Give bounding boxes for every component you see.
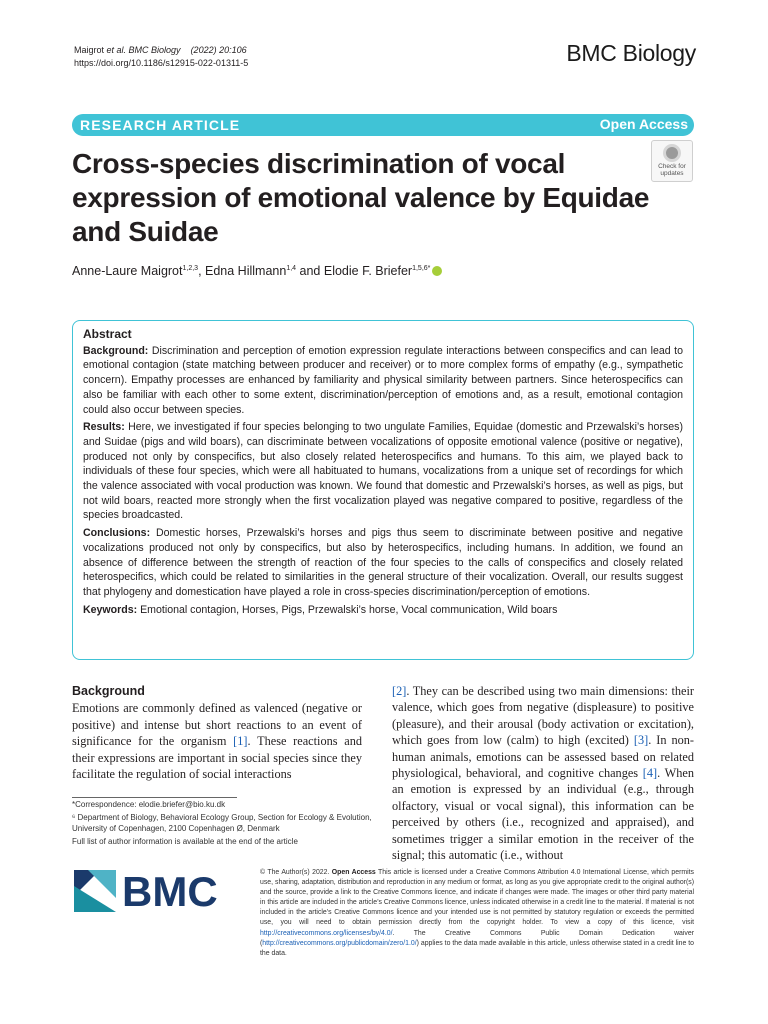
doi-link[interactable]: https://doi.org/10.1186/s12915-022-01311-5: [74, 58, 249, 68]
abstract-background: [83, 344, 683, 418]
body-paragraph: [392, 683, 694, 863]
author-separator: and: [296, 264, 324, 278]
abstract-results-label: Results:: [83, 421, 125, 434]
abstract-conclusions: [83, 526, 683, 600]
author-info-note: Full list of author information is available at the end of the article: [72, 837, 298, 846]
footnotes: [72, 799, 372, 849]
license-url-link[interactable]: http://creativecommons.org/licenses/by/4.0/: [260, 929, 393, 937]
check-for-updates-line2: updates: [660, 170, 684, 177]
author-name[interactable]: Elodie F. Briefer: [323, 264, 413, 278]
citation-authors: Maigrot: [74, 45, 107, 55]
footnote-divider: [72, 797, 237, 798]
abstract-heading: Abstract: [83, 327, 132, 341]
article-type-banner: [72, 114, 694, 136]
body-text: . In non-human animals, emotions can be assessed based on related physiological, behavioral, and cognitive changes: [392, 733, 694, 781]
body-column-right: [392, 683, 694, 863]
license-body: ) applies to the data made available in this article, unless otherwise stated in a credit line to the data.: [260, 939, 694, 957]
abstract-results-text: Here, we investigated if four species belonging to two ungulate Families, Equidae (domestic and Przewalski’s horses) and Suidae (pigs and wild boars), can discriminate between vocalizations of opposite emotional valence (positive or negative), produced not only by conspecifics, but also closely related heterospecifics and humans. To this aim, we played back to individuals of these four species, which were all habituated to humans, vocalizations from a unique set of recordings for which the valence associated with vocal production was known. We found that domestic and Przewalski’s horses, as well as pigs, but not wild boars, reacted more strongly when the first vocalization played was negative compared to positive, regardless of the species broadcasted.: [83, 421, 683, 522]
correspondence-note: *Correspondence: elodie.briefer@bio.ku.dk: [72, 800, 226, 809]
abstract-keywords-text: Emotional contagion, Horses, Pigs, Przewalski’s horse, Vocal communication, Wild boars: [137, 603, 558, 616]
abstract-keywords: [83, 603, 683, 618]
author-affiliation: 1,5,6*: [412, 265, 431, 272]
license-text: [260, 868, 694, 959]
crossmark-icon: [663, 144, 681, 162]
article-meta: [74, 44, 248, 70]
citation-link[interactable]: [4]: [642, 766, 658, 781]
abstract-results: [83, 420, 683, 523]
license-open-access: Open Access: [331, 869, 376, 876]
publicdomain-url-link[interactable]: http://creativecommons.org/publicdomain/zero/1.0/: [262, 939, 417, 947]
bmc-logo-icon: [74, 870, 116, 912]
abstract-conclusions-label: Conclusions:: [83, 527, 151, 540]
abstract-background-label: Background:: [83, 344, 149, 357]
check-for-updates-line1: Check for: [658, 163, 686, 170]
bmc-logo: [74, 870, 216, 918]
citation-link[interactable]: [2]: [392, 684, 407, 698]
body-text: Emotions are commonly defined as valenced (negative or positive) and intense but short reactions to an event of significance for the organism: [72, 701, 362, 749]
body-text: . When an emotion is expressed by an individual (e.g., through olfactory, visual or vocal signal), this information can be perceived by others (i.e., recognized and appraised), and sometimes trigger a similar emotion in the receiver of the signal; this automatic (i.e., without: [392, 766, 694, 863]
citation-journal: BMC Biology: [126, 45, 181, 55]
article-title: Cross-species discrimination of vocal expression of emotional valence by Equidae and Suidae: [72, 148, 650, 247]
citation-link[interactable]: [3]: [633, 733, 649, 748]
body-column-left: [72, 683, 362, 782]
license-body: This article is licensed under a Creative Commons Attribution 4.0 International License, which permits use, sharing, adaptation, distribution and reproduction in any medium or format, as long as you give appropriate credit to the original author(s) and the source, provide a link to the Creative Commons licence, and indicate if changes were made. The images or other third party material in this article are included in the article’s Creative Commons licence, unless indicated otherwise in a credit line to the material. If material is not included in the article’s Creative Commons licence and your intended use is not permitted by statutory regulation or exceeds the permitted use, you will need to obtain permission directly from the copyright holder. To view a copy of this licence, visit: [260, 869, 694, 927]
journal-brand: BMC Biology: [566, 40, 696, 66]
abstract-box: [72, 320, 694, 660]
license-copyright: © The Author(s) 2022.: [260, 869, 332, 876]
body-text: . These reactions and their expressions are important in social species since they facilitate the regulation of social interactions: [72, 734, 363, 782]
check-for-updates-button[interactable]: [651, 140, 693, 182]
author-affiliation: 1,4: [286, 265, 297, 272]
body-paragraph: [72, 700, 362, 782]
author-name[interactable]: Anne-Laure Maigrot: [72, 264, 183, 278]
citation-etal: et al.: [106, 45, 127, 55]
abstract-keywords-label: Keywords:: [83, 603, 138, 616]
author-separator: ,: [198, 264, 206, 278]
citation-link[interactable]: [1]: [233, 734, 248, 749]
orcid-icon[interactable]: [432, 266, 442, 276]
author-affiliation: 1,2,3: [182, 265, 199, 272]
open-access-label: Open Access: [599, 116, 688, 132]
affiliation-note: ⁶ Department of Biology, Behavioral Ecology Group, Section for Ecology & Evolution, University of Copenhagen, 2100 Copenhagen Ø, Denmark: [72, 813, 372, 833]
abstract-conclusions-text: Domestic horses, Przewalski’s horses and pigs thus seem to discriminate between positive and negative vocalizations produced not only by conspecifics, but also by heterospecifics, including humans. In addition, we found an absence of difference between the strength of reaction of the four species to the calls of conspecifics and closely related heterospecifics, which could be related to similarities in the general structure of their vocalization. Overall, our results suggest that phylogeny and domestication have played a role in cross-species discrimination/perception of emotions.: [83, 527, 683, 598]
bmc-logo-text: BMC: [122, 868, 218, 915]
abstract-background-text: Discrimination and perception of emotion expression regulate interactions between conspecifics and can lead to emotional contagion (state matching between producer and receiver) or to more complex forms of empathy (e.g., sympathetic concern). Empathy processes are enhanced by familiarity and physical similarity between partners. Since heterospecifics can also be familiar with each other to some extent, discrimination/perception of emotions and, as a result, emotional contagion could also occur between species.: [83, 344, 683, 416]
section-heading: Background: [72, 684, 145, 698]
license-body: . The Creative Commons Public Domain Dedication waiver (: [260, 929, 694, 947]
author-list: [72, 264, 442, 278]
citation-year: (2022) 20:106: [190, 45, 247, 55]
citation-line: [74, 44, 248, 57]
body-text: . They can be described using two main dimensions: their valence, which goes from negative (displeasure) to positive (pleasure), and their arousal (body activation or excitation), which goes from low (calm) to high (excited): [392, 684, 694, 748]
article-type-label: RESEARCH ARTICLE: [80, 117, 241, 133]
author-name[interactable]: Edna Hillmann: [205, 264, 287, 278]
